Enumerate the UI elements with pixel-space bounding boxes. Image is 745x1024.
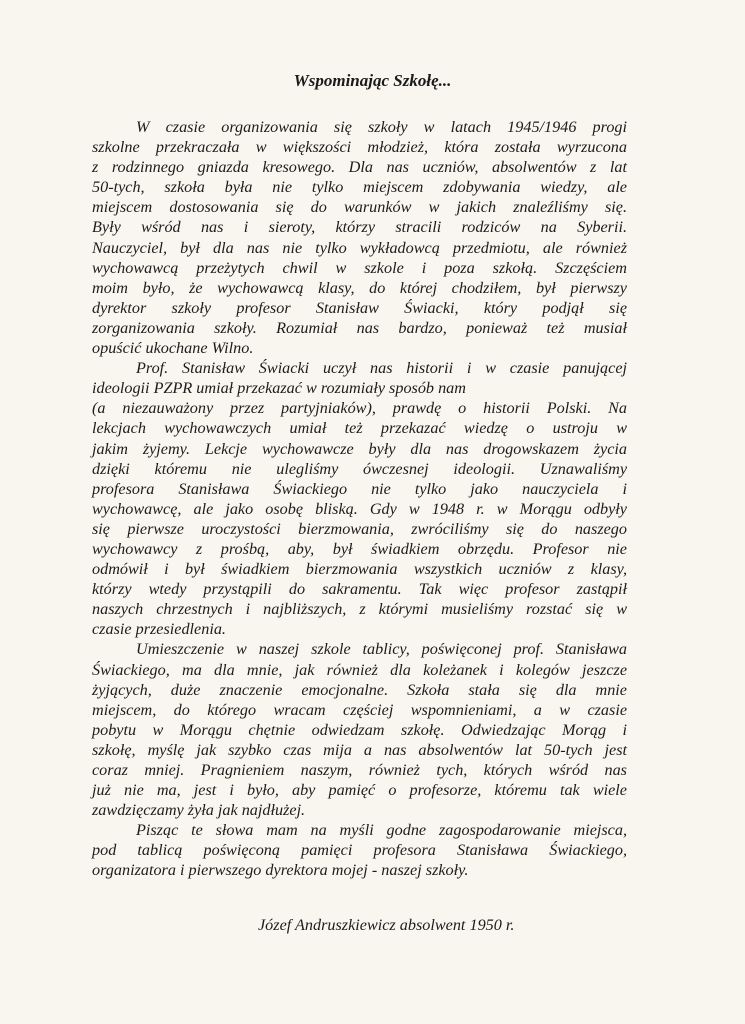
paragraph-line: szkolne przekraczała w większości młodzież, która została wyrzucona bbox=[92, 138, 627, 157]
paragraph-line: z rodzinnego gniazda kresowego. Dla nas uczniów, absolwentów z lat bbox=[92, 158, 627, 177]
paragraph-line: już nie ma, jest i było, aby pamięć o profesorze, któremu tak wiele bbox=[92, 781, 627, 800]
paragraph-line: (a niezauważony przez partyjniaków), prawdę o historii Polski. Na bbox=[92, 399, 627, 418]
document-title: Wspominając Szkołę... bbox=[293, 71, 452, 90]
paragraph bbox=[92, 358, 627, 639]
paragraph-line: się pierwsze uroczystości bierzmowania, zwróciliśmy się do naszego bbox=[92, 519, 627, 538]
paragraph-line: wychowawcę, ale jako osobę bliską. Gdy w 1948 r. w Morągu odbyły bbox=[92, 499, 627, 518]
paragraph-line: zawdzięczamy żyła jak najdłużej. bbox=[92, 801, 306, 820]
paragraph-line: Pisząc te słowa mam na myśli godne zagospodarowanie miejsca, bbox=[136, 821, 627, 840]
paragraph-line: Umieszczenie w naszej szkole tablicy, poświęconej prof. Stanisława bbox=[136, 640, 627, 659]
paragraph-line: dyrektor szkoły profesor Stanisław Świacki, który podjął się bbox=[92, 298, 627, 317]
paragraph-line: szkołę, myślę jak szybko czas mija a nas absolwentów lat 50-tych jest bbox=[92, 740, 627, 759]
paragraph-line: 50-tych, szkoła była nie tylko miejscem zdobywania wiedzy, ale bbox=[92, 178, 627, 197]
paragraph-line: lekcjach wychowawczych umiał też przekazać wiedzę o ustroju w bbox=[92, 419, 627, 438]
paragraph-line: opuścić ukochane Wilno. bbox=[92, 339, 254, 358]
paragraph-line: wychowawcą przeżytych chwil w szkole i poza szkołą. Szczęściem bbox=[92, 258, 627, 277]
paragraph-line: miejscem dostosowania się do warunków w jakich znaleźliśmy się. bbox=[92, 198, 627, 217]
paragraph-line: Prof. Stanisław Świacki uczył nas historii i w czasie panującej bbox=[136, 359, 627, 378]
paragraph-line: pod tablicą poświęconą pamięci profesora Stanisława Świackiego, bbox=[92, 841, 627, 860]
paragraph-line: jakim żyjemy. Lekcje wychowawcze były dla nas drogowskazem życia bbox=[92, 439, 627, 458]
paragraph bbox=[92, 117, 627, 358]
paragraph-line: dzięki któremu nie ulegliśmy ówczesnej ideologii. Uznawaliśmy bbox=[92, 459, 627, 478]
paragraph-line: pobytu w Morągu chętnie odwiedzam szkołę. Odwiedzając Morąg i bbox=[92, 720, 627, 739]
paragraph-line: Były wśród nas i sieroty, którzy stracili rodziców na Syberii. bbox=[92, 218, 627, 237]
paragraph-line: miejscem, do którego wracam częściej wspomnieniami, a w czasie bbox=[92, 700, 627, 719]
paragraph-line: naszych chrzestnych i najbliższych, z którymi musieliśmy rozstać się w bbox=[92, 600, 627, 619]
paragraph bbox=[92, 639, 627, 820]
paragraph-line: żyjących, duże znaczenie emocjonalne. Szkoła stała się dla mnie bbox=[92, 680, 627, 699]
paragraph-line: profesora Stanisława Świackiego nie tylko jako nauczyciela i bbox=[92, 479, 627, 498]
paragraph-line: zorganizowania szkoły. Rozumiał nas bardzo, ponieważ też musiał bbox=[92, 318, 627, 337]
paragraph-line: ideologii PZPR umiał przekazać w rozumiały sposób nam bbox=[92, 379, 466, 398]
paragraph-line: wychowawcy z prośbą, aby, był świadkiem obrzędu. Profesor nie bbox=[92, 539, 627, 558]
paragraph-line: Nauczyciel, był dla nas nie tylko wykładowcą przedmiotu, ale również bbox=[92, 238, 627, 257]
paragraph-line: odmówił i był świadkiem bierzmowania wszystkich uczniów z klasy, bbox=[92, 560, 627, 579]
paragraph-line: moim było, że wychowawcą klasy, do której chodziłem, był pierwszy bbox=[92, 278, 627, 297]
paragraph-line: coraz mniej. Pragnieniem naszym, również tych, których wśród nas bbox=[92, 761, 627, 779]
paragraph-line: Świackiego, ma dla mnie, jak również dla koleżanek i kolegów jeszcze bbox=[92, 660, 627, 679]
document-body bbox=[92, 117, 627, 881]
paragraph-line: W czasie organizowania się szkoły w latach 1945/1946 progi bbox=[136, 118, 627, 136]
paragraph bbox=[92, 820, 627, 880]
paragraph-line: czasie przesiedlenia. bbox=[92, 620, 226, 639]
paragraph-line: którzy wtedy przystąpili do sakramentu. Tak więc profesor zastąpił bbox=[92, 580, 627, 599]
signature: Józef Andruszkiewicz absolwent 1950 r. bbox=[258, 916, 515, 934]
paragraph-line: organizatora i pierwszego dyrektora mojej - naszej szkoły. bbox=[92, 861, 469, 880]
